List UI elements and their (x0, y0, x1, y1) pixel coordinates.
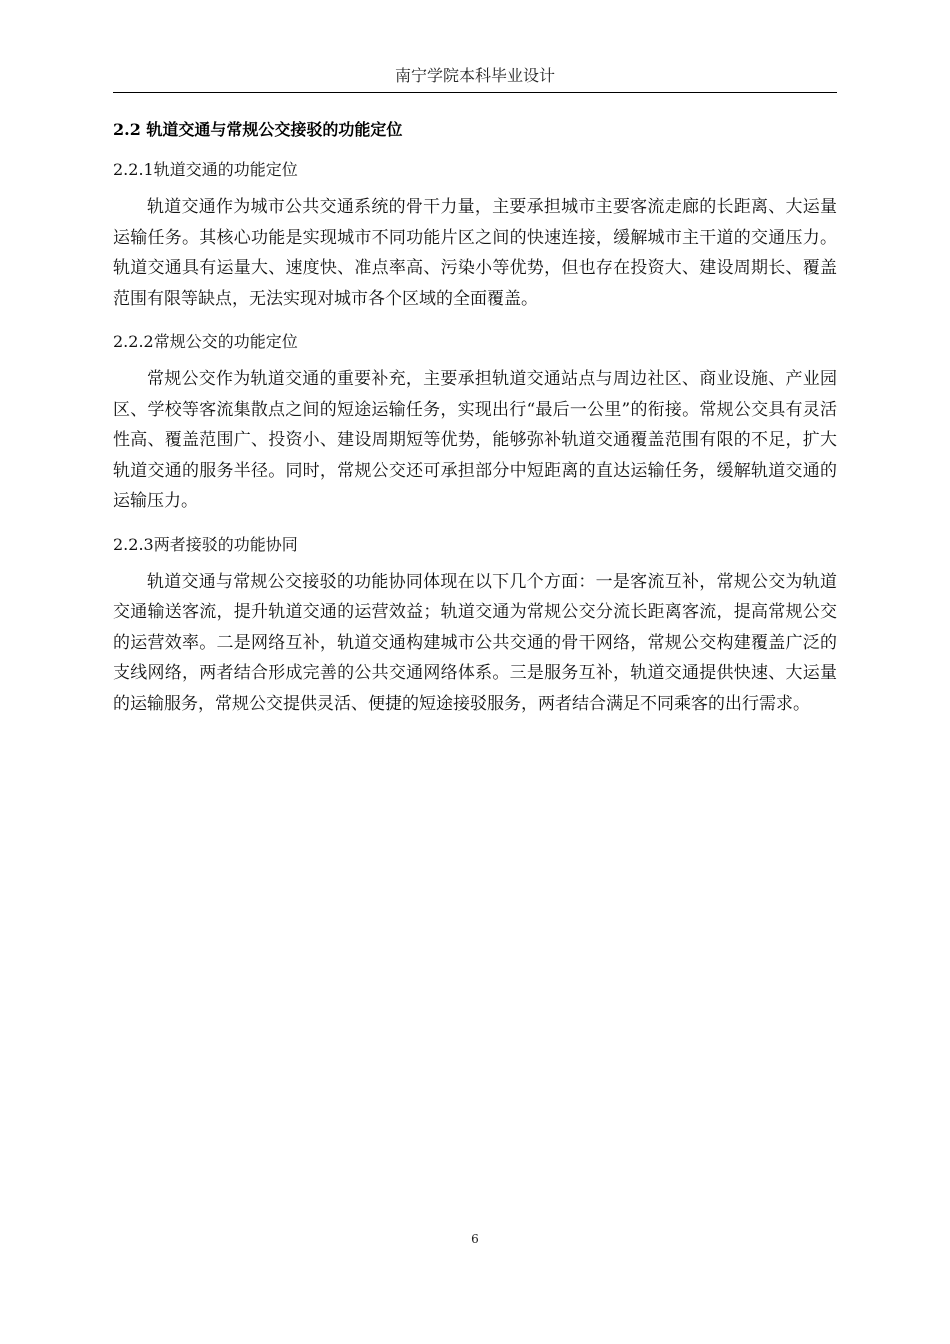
subsection-heading-synergy: 2.2.3两者接驳的功能协同 (113, 534, 298, 554)
page-number: 6 (471, 1232, 479, 1246)
header-title: 南宁学院本科毕业设计 (394, 66, 555, 85)
page-header (113, 62, 837, 93)
subsection-heading-rail-function: 2.2.1轨道交通的功能定位 (113, 160, 298, 179)
paragraph-bus-function: 常规公交作为轨道交通的重要补充，主要承担轨道交通站点与周边社区、商业设施、产业园区、学校等客流集散点之间的短途运输任务，实现出行“最后一公里”的衔接。常规公交具有灵活性高、覆盖范围广、投资小、建设周期短等优势，能够弥补轨道交通覆盖范围有限的不足，扩大轨道交通的服务半径。同时，常规公交还可承担部分中短距离的直达运输任务，缓解轨道交通的运输压力。 (113, 369, 837, 511)
paragraph-rail-function: 轨道交通作为城市公共交通系统的骨干力量，主要承担城市主要客流走廊的长距离、大运量运输任务。其核心功能是实现城市不同功能片区之间的快速连接，缓解城市主干道的交通压力。轨道交通具有运量大、速度快、准点率高、污染小等优势，但也存在投资大、建设周期长、覆盖范围有限等缺点，无法实现对城市各个区域的全面覆盖。 (113, 197, 837, 309)
paragraph-synergy: 轨道交通与常规公交接驳的功能协同体现在以下几个方面：一是客流互补，常规公交为轨道交通输送客流，提升轨道交通的运营效益；轨道交通为常规公交分流长距离客流，提高常规公交的运营效率。二是网络互补，轨道交通构建城市公共交通的骨干网络，常规公交构建覆盖广泛的支线网络，两者结合形成完善的公共交通网络体系。三是服务互补，轨道交通提供快速、大运量的运输服务，常规公交提供灵活、便捷的短途接驳服务，两者结合满足不同乘客的出行需求。 (113, 571, 837, 714)
subsection-heading-bus-function: 2.2.2常规公交的功能定位 (113, 332, 298, 351)
document-body (113, 112, 837, 729)
section-heading: 2.2 轨道交通与常规公交接驳的功能定位 (113, 120, 403, 139)
